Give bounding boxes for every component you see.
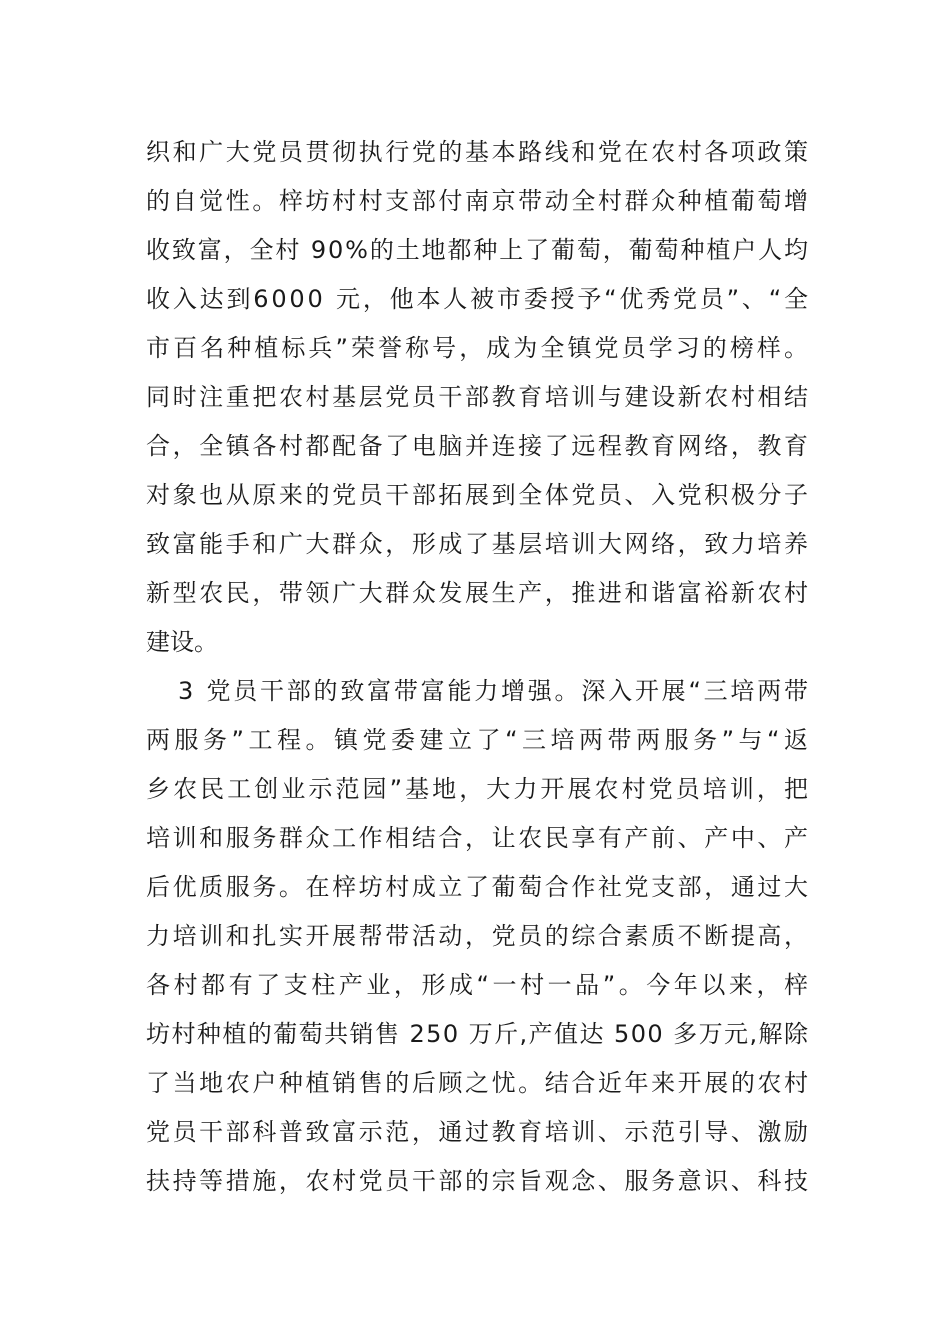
- text-line: 新型农民，带领广大群众发展生产，推进和谐富裕新农村: [146, 579, 811, 607]
- text-line: 各村都有了支柱产业，形成“一村一品”。今年以来，梓: [146, 971, 812, 999]
- body-text: [146, 128, 813, 1206]
- text-line: 建设。: [146, 628, 218, 656]
- text-line: 同时注重把农村基层党员干部教育培训与建设新农村相结: [146, 383, 811, 411]
- paragraph-1: [146, 128, 812, 667]
- text-line: 扶持等措施，农村党员干部的宗旨观念、服务意识、科技: [146, 1167, 811, 1195]
- text-line: 的自觉性。梓坊村村支部付南京带动全村群众种植葡萄增: [146, 187, 811, 215]
- text-line: 收致富，全村 90%的土地都种上了葡萄，葡萄种植户人均: [146, 236, 810, 264]
- text-line: 市百名种植标兵”荣誉称号，成为全镇党员学习的榜样。: [146, 334, 812, 362]
- text-line: 坊村种植的葡萄共销售 250 万斤,产值达 500 多万元,解除: [146, 1020, 810, 1048]
- text-line: 了当地农户种植销售的后顾之忧。结合近年来开展的农村: [146, 1069, 811, 1097]
- text-line: 后优质服务。在梓坊村成立了葡萄合作社党支部，通过大: [146, 873, 811, 901]
- text-line: 合，全镇各村都配备了电脑并连接了远程教育网络，教育: [146, 432, 811, 460]
- text-line: 收入达到6000 元，他本人被市委授予“优秀党员”、“全: [146, 285, 811, 313]
- text-line: 对象也从原来的党员干部拓展到全体党员、入党积极分子: [146, 481, 811, 509]
- text-line: 致富能手和广大群众，形成了基层培训大网络，致力培养: [146, 530, 811, 558]
- text-line: 3 党员干部的致富带富能力增强。深入开展“三培两带: [178, 677, 811, 705]
- text-line: 两服务”工程。镇党委建立了“三培两带两服务”与“返: [146, 726, 813, 754]
- text-line: 织和广大党员贯彻执行党的基本路线和党在农村各项政策: [146, 138, 811, 166]
- paragraph-2: [146, 667, 813, 1206]
- text-line: 力培训和扎实开展帮带活动，党员的综合素质不断提高，: [146, 922, 811, 950]
- text-line: 乡农民工创业示范园”基地，大力开展农村党员培训，把: [146, 775, 812, 803]
- text-line: 党员干部科普致富示范，通过教育培训、示范引导、激励: [146, 1118, 811, 1146]
- text-line: 培训和服务群众工作相结合，让农民享有产前、产中、产: [146, 824, 811, 852]
